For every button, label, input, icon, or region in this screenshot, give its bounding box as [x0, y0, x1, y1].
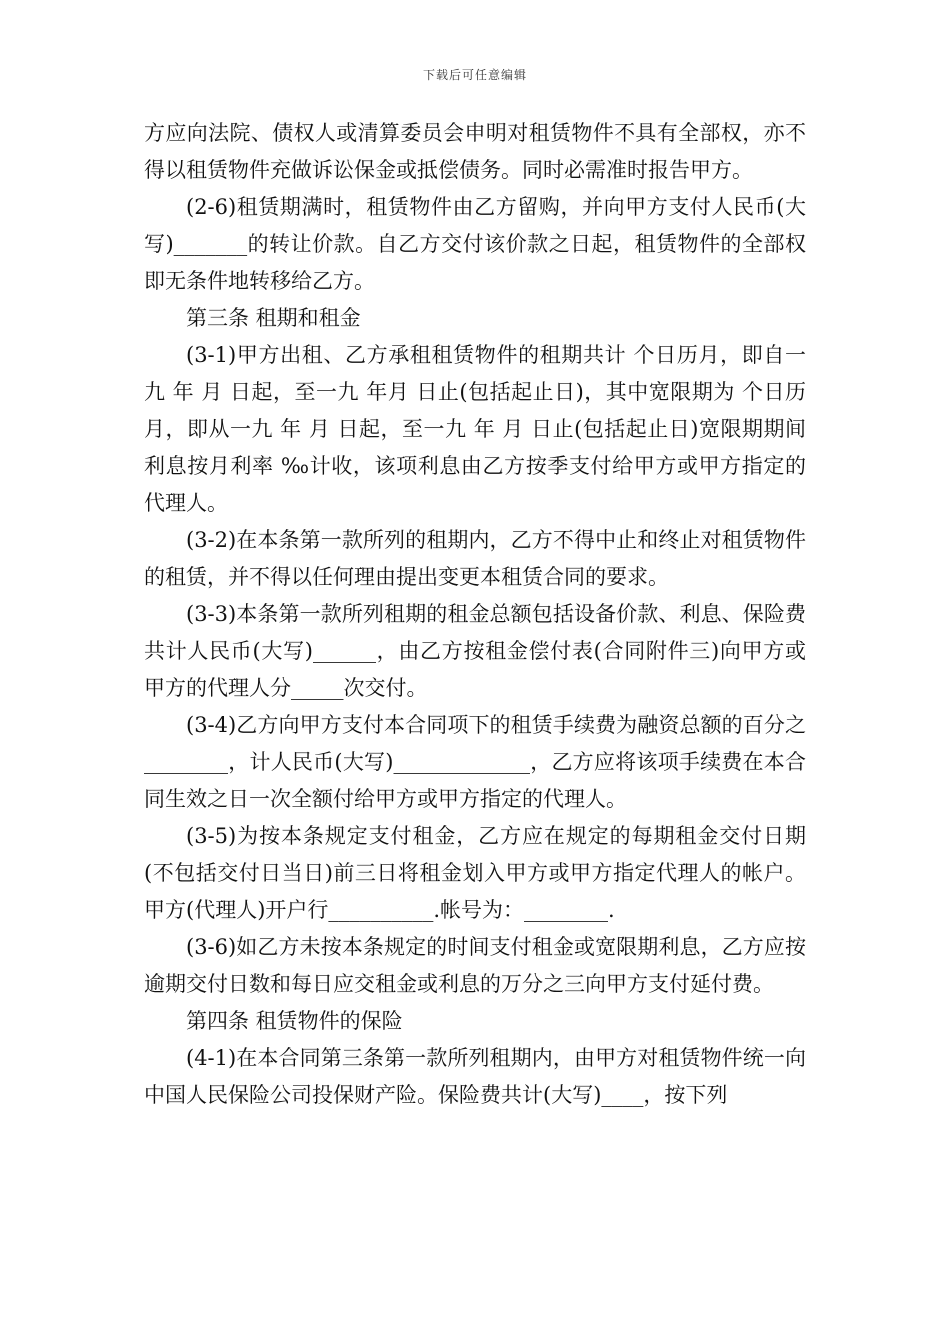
clause-4-1: (4-1)在本合同第三条第一款所列租期内，由甲方对租赁物件统一向中国人民保险公司投保财产险。保险费共计(大写)____，按下列	[144, 1046, 806, 1107]
paragraph-continuation: 方应向法院、债权人或清算委员会申明对租赁物件不具有全部权，亦不得以租赁物件充做诉讼保金或抵偿债务。同时必需准时报告甲方。	[144, 121, 806, 182]
clause-3-4: (3-4)乙方向甲方支付本合同项下的租赁手续费为融资总额的百分之________，计人民币(大写)_____________，乙方应将该项手续费在本合同生效之日一次全额付给甲方或甲方指定的代理人。	[144, 713, 806, 811]
clause-2-6: (2-6)租赁期满时，租赁物件由乙方留购，并向甲方支付人民币(大写)_______的转让价款。自乙方交付该价款之日起，租赁物件的全部权即无条件地转移给乙方。	[144, 195, 806, 293]
document-body	[144, 115, 806, 1114]
article-3-heading: 第三条 租期和租金	[186, 306, 361, 330]
clause-3-6: (3-6)如乙方未按本条规定的时间支付租金或宽限期利息，乙方应按逾期交付日数和每日应交租金或利息的万分之三向甲方支付延付费。	[144, 935, 806, 996]
clause-3-5: (3-5)为按本条规定支付租金，乙方应在规定的每期租金交付日期(不包括交付日当日)前三日将租金划入甲方或甲方指定代理人的帐户。甲方(代理人)开户行__________.帐号为：________.	[144, 824, 806, 922]
clause-3-3: (3-3)本条第一款所列租期的租金总额包括设备价款、利息、保险费共计人民币(大写)______，由乙方按租金偿付表(合同附件三)向甲方或甲方的代理人分_____次交付。	[144, 602, 806, 700]
article-4-heading: 第四条 租赁物件的保险	[186, 1009, 403, 1033]
clause-3-1: (3-1)甲方出租、乙方承租租赁物件的租期共计 个日历月，即自一九 年 月 日起，至一九 年月 日止(包括起止日)，其中宽限期为 个日历月，即从一九 年 月 日起，至一九 年 月 日止(包括起止日)宽限期期间利息按月利率 ‰计收，该项利息由乙方按季支付给甲方或甲方指定的代理人。	[144, 343, 806, 515]
clause-3-2: (3-2)在本条第一款所列的租期内，乙方不得中止和终止对租赁物件的租赁，并不得以任何理由提出变更本租赁合同的要求。	[144, 528, 806, 589]
page-header: 下载后可任意编辑	[422, 68, 527, 82]
